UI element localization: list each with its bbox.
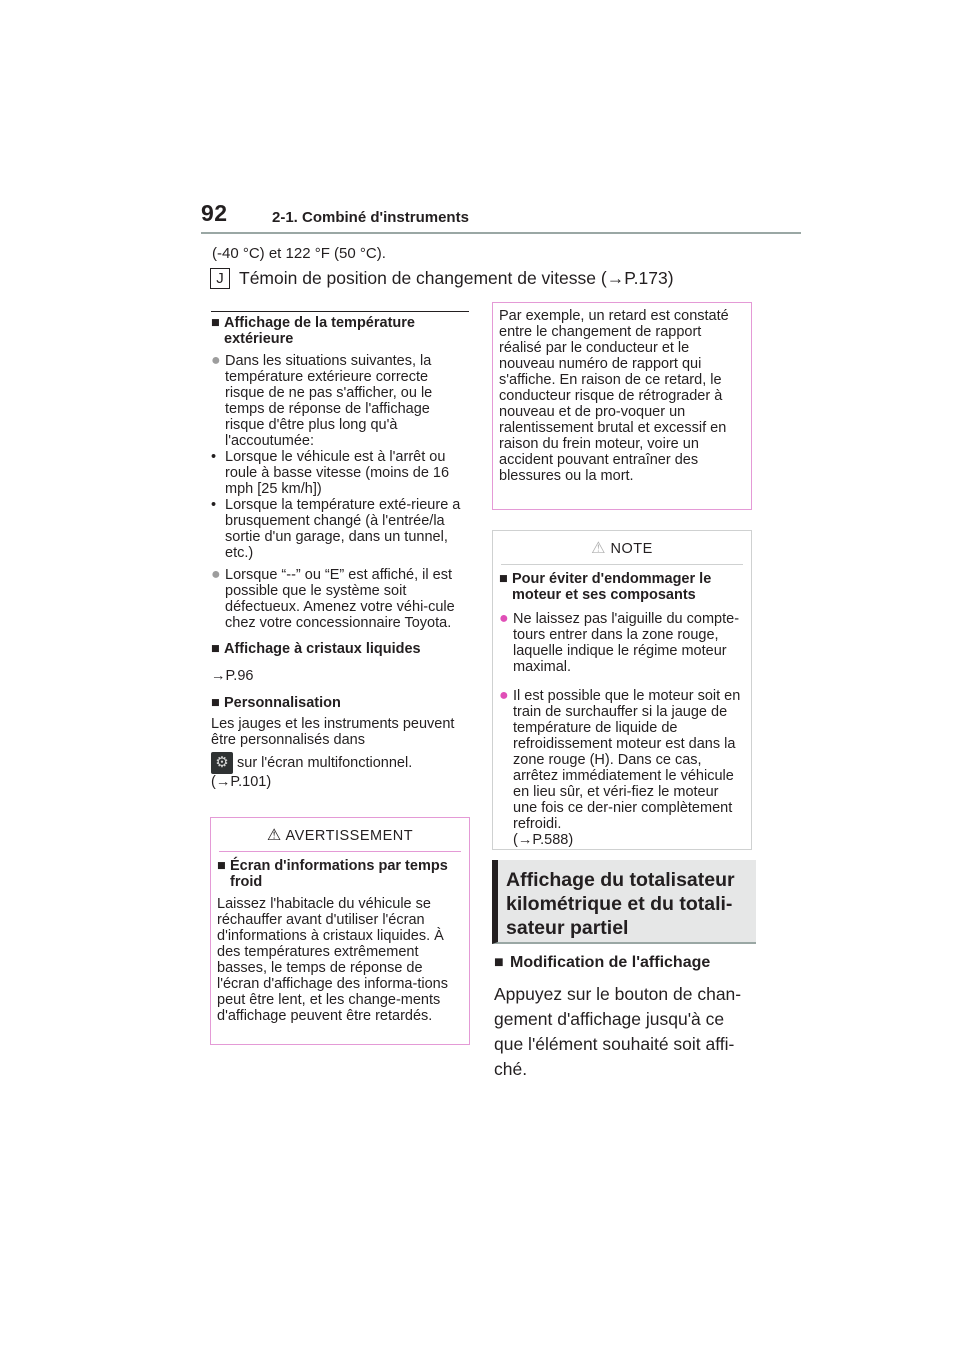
list-item: ● Dans les situations suivantes, la température extérieure correcte risque de ne pas s'afficher, ou le temps de réponse de l'affichage risque d'être plus long qu'à l'accoutumée: bbox=[211, 352, 433, 449]
list-item: • Lorsque la température exté-rieure a brusquement changé (à l'entrée/la sortie d'un garage, dans un tunnel, etc.) bbox=[211, 497, 461, 561]
j-text: Témoin de position de changement de vitesse (→P.173) bbox=[239, 268, 674, 288]
list-item: ● Lorsque “--” ou “E” est affiché, il est possible que le système soit défectueux. Amenez votre véhi-cule chez votre concessionnaire Toyota. bbox=[211, 566, 455, 631]
square-bullet-icon: ■ bbox=[499, 571, 508, 587]
warning-box bbox=[210, 817, 470, 1045]
custom-text-line: ⚙ sur l'écran multifonctionnel. bbox=[211, 752, 471, 774]
j-indicator-line bbox=[210, 268, 674, 289]
caution-triangle-icon: ⚠ bbox=[591, 540, 607, 557]
bullet-icon: ● bbox=[211, 352, 221, 369]
list-item: • Lorsque le véhicule est à l'arrêt ou roule à basse vitesse (moins de 16 mph [25 km/h]) bbox=[211, 449, 450, 497]
lcd-ref: →P.96 bbox=[211, 668, 254, 684]
square-bullet-icon: ■ bbox=[494, 954, 504, 971]
display-change-body: Appuyez sur le bouton de chan-gement d'affichage jusqu'à ce que l'élément souhaité soit affi-ché. bbox=[494, 984, 742, 1079]
square-bullet-icon: ■ bbox=[217, 858, 226, 874]
square-bullet-icon: ■ bbox=[211, 315, 220, 331]
section-heading-block bbox=[492, 860, 756, 944]
square-bullet-icon: ■ bbox=[211, 641, 220, 657]
outside-temp-heading: ■ Affichage de la température extérieure bbox=[211, 315, 415, 347]
custom-text: Les jauges et les instruments peuvent être personnalisés dans bbox=[211, 716, 455, 748]
note-heading: ■ Pour éviter d'endommager le moteur et ses composants bbox=[499, 571, 712, 603]
section-heading-line: sateur partiel bbox=[506, 917, 629, 939]
left-column bbox=[211, 315, 471, 790]
list-item: ● Ne laissez pas l'aiguille du compte-tours entrer dans la zone rouge, laquelle indique le régime moteur maximal. bbox=[499, 610, 740, 675]
warning-text: Laissez l'habitacle du véhicule se réchauffer avant d'utiliser l'écran d'informations à cristaux liquides. À des températures extrêmement basses, le temps de réponse de l'écran d'affichage des informa-tions peut être lent, et les change-ments d'affichage peuvent être retardés. bbox=[217, 896, 448, 1024]
section-rule bbox=[211, 311, 469, 312]
note-ref: (→P.588) bbox=[513, 832, 574, 848]
square-bullet-icon: ■ bbox=[211, 695, 220, 711]
custom-heading: ■ Personnalisation bbox=[211, 695, 341, 711]
display-change-heading: ■ Modification de l'affichage bbox=[494, 954, 711, 971]
temperature-line: (-40 °C) et 122 °F (50 °C). bbox=[212, 245, 386, 262]
custom-ref: (→P.101) bbox=[211, 774, 272, 790]
warning-heading: ■ Écran d'informations par temps froid bbox=[217, 858, 448, 890]
section-heading-line: Affichage du totalisateur bbox=[506, 869, 735, 891]
warning-triangle-icon: ⚠ bbox=[266, 827, 282, 844]
header-rule bbox=[201, 232, 801, 234]
warning-continued-text: Par exemple, un retard est constaté entre le changement de rapport réalisé par le conducteur et le nouveau numéro de rapport qui s'affiche. En raison de ce retard, le conducteur risque de rétrograder à nouveau et de pro-voquer un ralentissement brutal et excessif en raison du frein moteur, voire un accident pouvant entraîner des blessures ou la mort. bbox=[499, 308, 729, 484]
note-title: ⚠ NOTE bbox=[591, 540, 653, 557]
page-number: 92 bbox=[201, 200, 228, 226]
lcd-heading: ■ Affichage à cristaux liquides bbox=[211, 641, 421, 657]
gear-icon: ⚙ bbox=[211, 752, 233, 774]
bullet-icon: ● bbox=[499, 610, 509, 627]
warning-title: ⚠ AVERTISSEMENT bbox=[266, 827, 414, 844]
j-label-box: J bbox=[210, 268, 230, 289]
bullet-icon: ● bbox=[499, 687, 509, 704]
list-item: ● Il est possible que le moteur soit en train de surchauffer si la jauge de température de liquide de refroidissement moteur est dans la zone rouge (H). Dans ce cas, arrêtez immédiatement le véhicule en lieu sûr, et véri-fiez le moteur une fois ce der-nier complètement refroidi. bbox=[499, 687, 741, 832]
bullet-icon: ● bbox=[211, 566, 221, 583]
section-heading-line: kilométrique et du totali- bbox=[506, 893, 733, 915]
warning-continued-box bbox=[492, 302, 752, 510]
chapter-title: 2-1. Combiné d'instruments bbox=[272, 209, 469, 226]
note-box bbox=[492, 530, 752, 850]
